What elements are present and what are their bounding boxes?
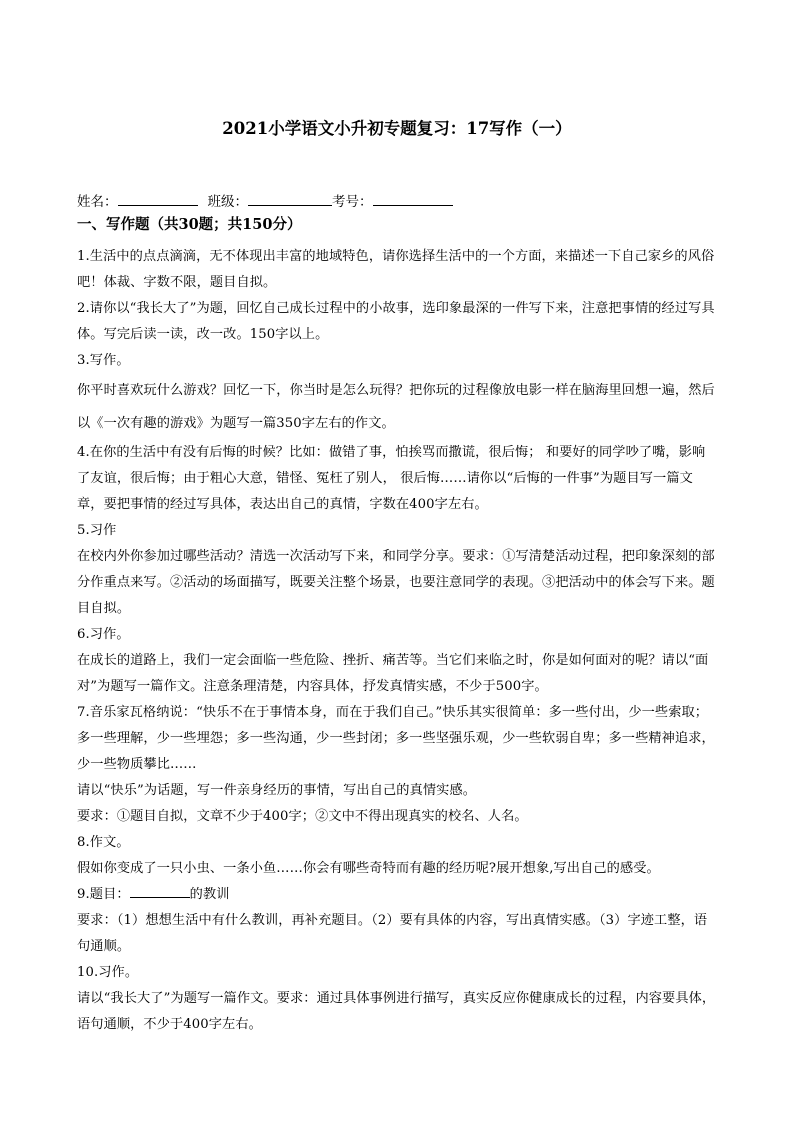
question-7-line-2: 要求：①题目自拟，文章不少于400字；②文中不得出现真实的校名、人名。 bbox=[77, 809, 528, 824]
question-10-text: 请以“我长大了”为题写一篇作文。要求：通过具体事例进行描写，真实反应你健康成长的过程，内容要具体，语句通顺，不少于400字左右。 bbox=[77, 991, 716, 1032]
question-9-heading bbox=[77, 882, 717, 908]
question-4-text: 4.在你的生活中有没有后悔的时候？比如：做错了事，怕挨骂而撒谎，很后悔； 和要好的同学吵了嘴，影响了友谊，很后悔；由于粗心大意，错怪、冤枉了别人， 很后悔……请你以“后悔的一件事”为题目写一篇文章，要把事情的经过写具体，表达出自己的真情，字数在400字左右。 bbox=[77, 445, 706, 512]
title-blank bbox=[130, 882, 190, 898]
question-6-heading: 6.习作。 bbox=[77, 627, 130, 642]
question-5-heading: 5.习作 bbox=[77, 523, 117, 538]
section-heading: 一、写作题（共30题；共150分） bbox=[77, 216, 302, 233]
question-6-text: 在成长的道路上，我们一定会面临一些危险、挫折、痛苦等。当它们来临之时，你是如何面对的呢？请以“面对”为题写一篇作文。注意条理清楚，内容具体，抒发真情实感，不少于500字。 bbox=[77, 653, 709, 694]
question-3-text: 你平时喜欢玩什么游戏？回忆一下，你当时是怎么玩得？把你玩的过程像放电影一样在脑海里回想一遍，然后以《一次有趣的游戏》为题写一篇350字左右的作文。 bbox=[77, 383, 715, 431]
number-label: 考号： bbox=[332, 194, 373, 210]
question-10-heading: 10.习作。 bbox=[77, 965, 139, 980]
page-title: 2021小学语文小升初专题复习：17写作（一） bbox=[222, 119, 572, 138]
number-blank bbox=[373, 191, 453, 206]
question-9-text: 要求：（1）想想生活中有什么教训，再补充题目。（2）要有具体的内容，写出真情实感。（3）字迹工整，语句通顺。 bbox=[77, 913, 708, 954]
class-label: 班级： bbox=[207, 194, 248, 210]
question-8-text: 假如你变成了一只小虫、一条小鱼……你会有哪些奇特而有趣的经历呢?展开想象,写出自己的感受。 bbox=[77, 861, 660, 876]
question-8-heading: 8.作文。 bbox=[77, 835, 130, 850]
questions-body bbox=[77, 244, 717, 1038]
class-blank bbox=[248, 191, 332, 206]
question-1-text: 1.生活中的点点滴滴，无不体现出丰富的地域特色，请你选择生活中的一个方面，来描述一下自己家乡的风俗吧！体裁、字数不限，题目自拟。 bbox=[77, 249, 715, 290]
name-blank bbox=[118, 191, 198, 206]
question-9-suffix: 的教训 bbox=[189, 887, 230, 902]
name-label: 姓名： bbox=[77, 194, 118, 210]
question-2-text: 2.请你以“我长大了”为题，回忆自己成长过程中的小故事，选印象最深的一件写下来，注意把事情的经过写具体。写完后读一读，改一改。150字以上。 bbox=[77, 301, 715, 342]
question-7-text: 7.音乐家瓦格纳说：“快乐不在于事情本身，而在于我们自己。”快乐其实很简单：多一些付出，少一些索取；多一些理解，少一些埋怨；多一些沟通，少一些封闭；多一些坚强乐观，少一些软弱自卑；多一些精神追求，少一些物质攀比…… bbox=[77, 705, 715, 772]
question-9-prefix: 9.题目： bbox=[77, 887, 130, 902]
student-info-line bbox=[77, 191, 717, 212]
question-7-line-1: 请以“快乐”为话题，写一件亲身经历的事情，写出自己的真情实感。 bbox=[77, 783, 477, 798]
question-5-text: 在校内外你参加过哪些活动？清选一次活动写下来，和同学分享。要求：①写清楚活动过程，把印象深刻的部分作重点来写。②活动的场面描写，既要关注整个场景，也要注意同学的表现。③把活动中的体会写下来。题目自拟。 bbox=[77, 549, 715, 616]
question-3-heading: 3.写作。 bbox=[77, 353, 130, 368]
